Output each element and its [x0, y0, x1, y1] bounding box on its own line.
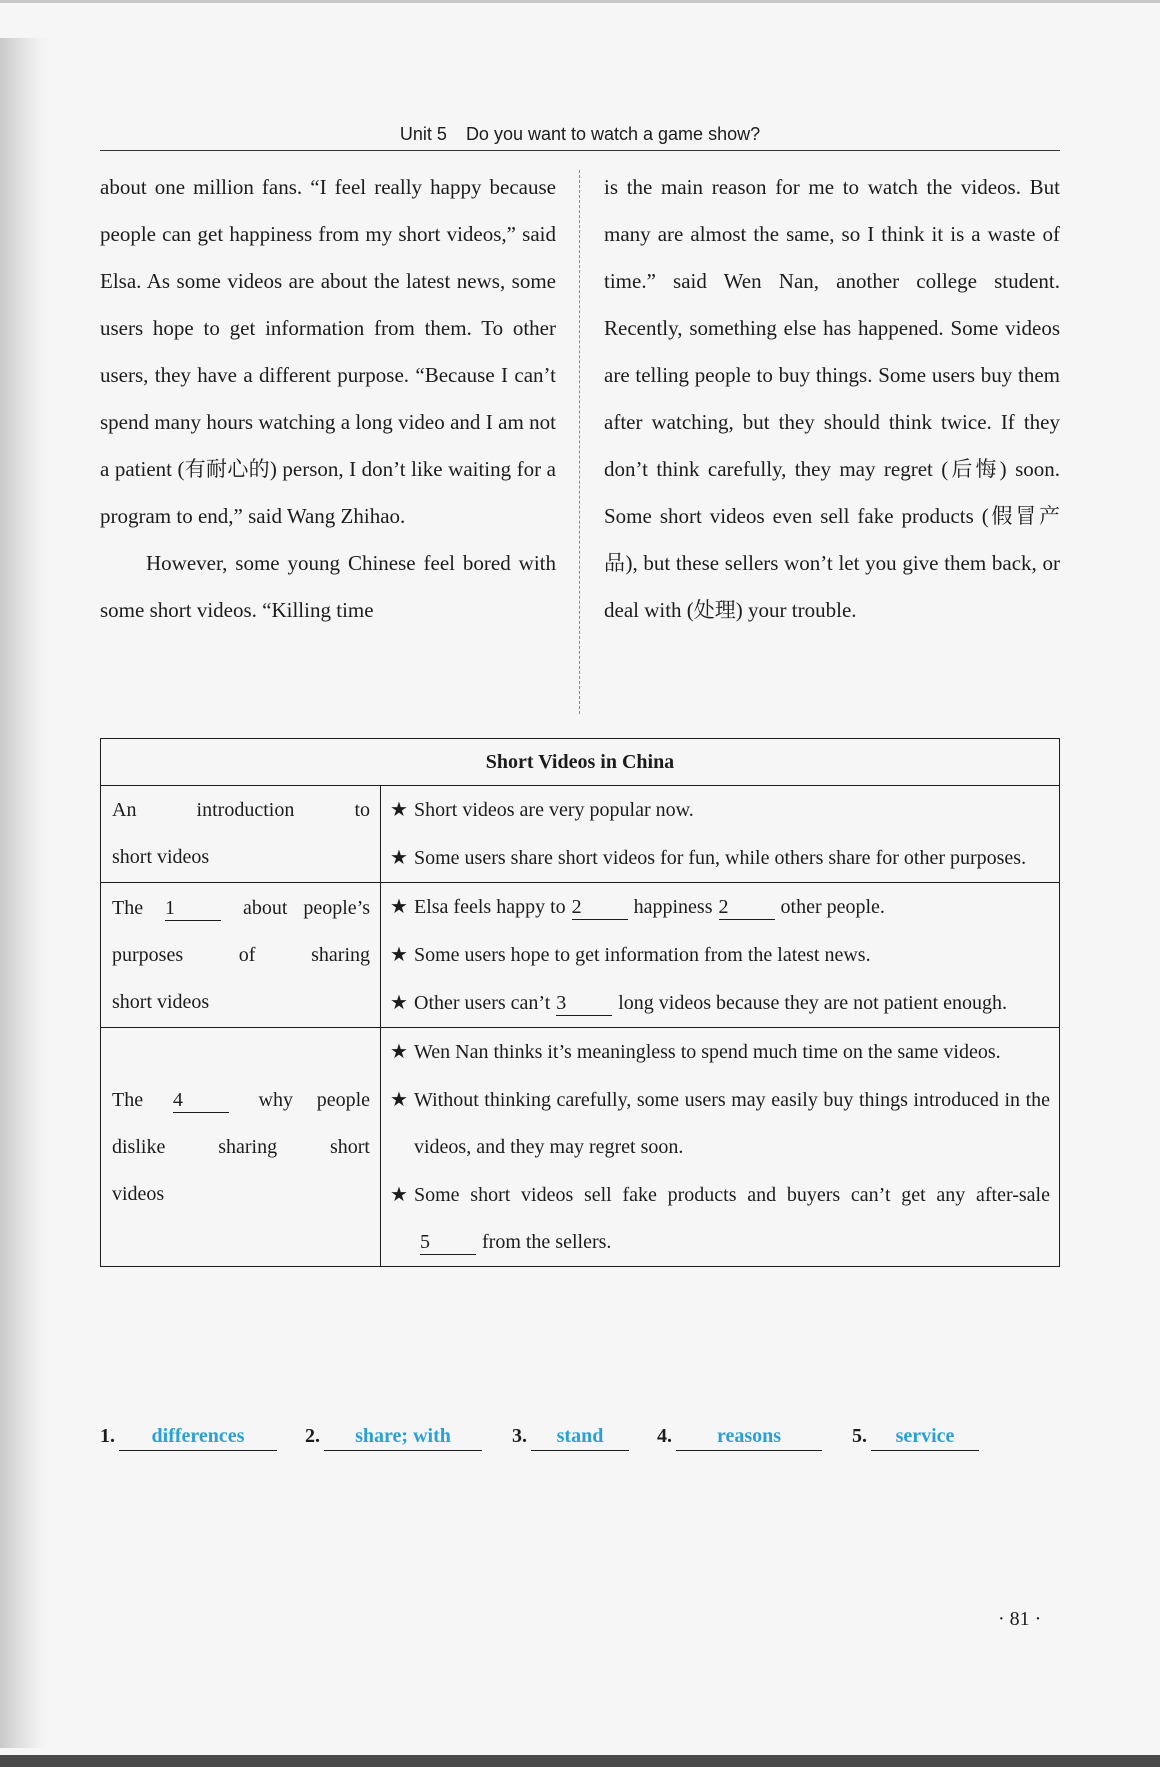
- row-label-line: videos: [112, 1182, 165, 1205]
- row-label-line: The 1 about people’s: [112, 896, 370, 919]
- passage-left-column: [100, 164, 556, 634]
- bullet-item: ★ Wen Nan thinks it’s meaningless to spend much time on the same videos.: [390, 1028, 1050, 1076]
- row-label: [101, 1028, 381, 1267]
- row-content: [381, 1028, 1060, 1267]
- star-icon: ★: [390, 845, 408, 869]
- row-label-line: short videos: [112, 990, 210, 1013]
- row-content: [381, 883, 1060, 1028]
- unit-label: Unit 5: [399, 124, 447, 144]
- bullet-item: ★ Elsa feels happy to 2 happiness 2 other people.: [390, 883, 1050, 931]
- passage-right-column: [604, 164, 1060, 634]
- summary-table: [100, 738, 1060, 1267]
- row-content: [381, 786, 1060, 883]
- answer-item: 1. differences: [100, 1418, 277, 1454]
- passage-paragraph: However, some young Chinese feel bored with some short videos. “Killing time: [100, 551, 556, 622]
- row-label: [101, 786, 381, 883]
- passage-paragraph: about one million fans. “I feel really happy because people can get happiness from my short videos,” said Elsa. As some videos are about the latest news, some users hope to get information from them. To other users, they have a different purpose. “Because I can’t spend many hours watching a long video and I am not a patient (有耐心的) person, I don’t like waiting for a program to end,” said Wang Zhihao.: [100, 175, 556, 528]
- star-icon: ★: [390, 1039, 408, 1063]
- bullet-item: ★ Some users share short videos for fun, while others share for other purposes.: [390, 834, 1050, 882]
- answer-value: share; with: [324, 1422, 482, 1451]
- page-binding-shadow: [0, 38, 50, 1748]
- unit-title: Do you want to watch a game show?: [465, 124, 761, 144]
- row-label-line: dislike sharing short: [112, 1135, 370, 1158]
- table-row: [101, 883, 1060, 1028]
- table-row: [101, 786, 1060, 883]
- answer-value: stand: [531, 1422, 629, 1451]
- star-icon: ★: [390, 797, 408, 821]
- row-label-line: purposes of sharing: [112, 943, 370, 966]
- bullet-item: ★ Other users can’t 3 long videos because they are not patient enough.: [390, 979, 1050, 1027]
- blank-4[interactable]: 4: [173, 1088, 229, 1113]
- column-divider: [579, 170, 580, 714]
- table-title: Short Videos in China: [101, 739, 1060, 786]
- page-number: · 81 ·: [998, 1608, 1042, 1630]
- bullet-item: ★ Short videos are very popular now.: [390, 786, 1050, 834]
- answer-value: service: [871, 1422, 979, 1451]
- answer-item: 2. share; with: [305, 1418, 482, 1454]
- star-icon: ★: [390, 990, 408, 1014]
- bottom-edge: [0, 1755, 1160, 1767]
- star-icon: ★: [390, 942, 408, 966]
- answer-item: 5. service: [852, 1418, 979, 1454]
- row-label: [101, 883, 381, 1028]
- star-icon: ★: [390, 1182, 408, 1206]
- row-label-line: An introduction to: [112, 799, 370, 821]
- blank-3[interactable]: 3: [556, 991, 612, 1016]
- page-header: [100, 118, 1060, 151]
- answer-value: differences: [119, 1422, 277, 1451]
- answer-item: 3. stand: [512, 1418, 629, 1454]
- answer-key: [100, 1418, 1060, 1454]
- blank-5[interactable]: 5: [420, 1230, 476, 1255]
- row-label-line: The 4 why people: [112, 1088, 370, 1111]
- table-row: [101, 1028, 1060, 1267]
- blank-2b[interactable]: 2: [719, 895, 775, 920]
- star-icon: ★: [390, 894, 408, 918]
- bullet-item: ★ Some short videos sell fake products and buyers can’t get any after-sale5 from the sellers.: [390, 1171, 1050, 1266]
- star-icon: ★: [390, 1087, 408, 1111]
- answer-value: reasons: [676, 1422, 822, 1451]
- passage-paragraph: is the main reason for me to watch the videos. But many are almost the same, so I think it is a waste of time.” said Wen Nan, another college student. Recently, something else has happened. Some videos are telling people to buy things. Some users buy them after watching, but they should think twice. If they don’t think carefully, they may regret (后悔) soon. Some short videos even sell fake products (假冒产品), but these sellers won’t let you give them back, or deal with (处理) your trouble.: [604, 175, 1060, 622]
- blank-2a[interactable]: 2: [572, 895, 628, 920]
- bullet-item: ★ Some users hope to get information from the latest news.: [390, 931, 1050, 979]
- row-label-line: short videos: [112, 846, 210, 868]
- bullet-item: ★ Without thinking carefully, some users may easily buy things introduced in the videos, and they may regret soon.: [390, 1076, 1050, 1171]
- answer-item: 4. reasons: [657, 1418, 822, 1454]
- top-edge: [0, 0, 1160, 3]
- blank-1[interactable]: 1: [165, 896, 221, 921]
